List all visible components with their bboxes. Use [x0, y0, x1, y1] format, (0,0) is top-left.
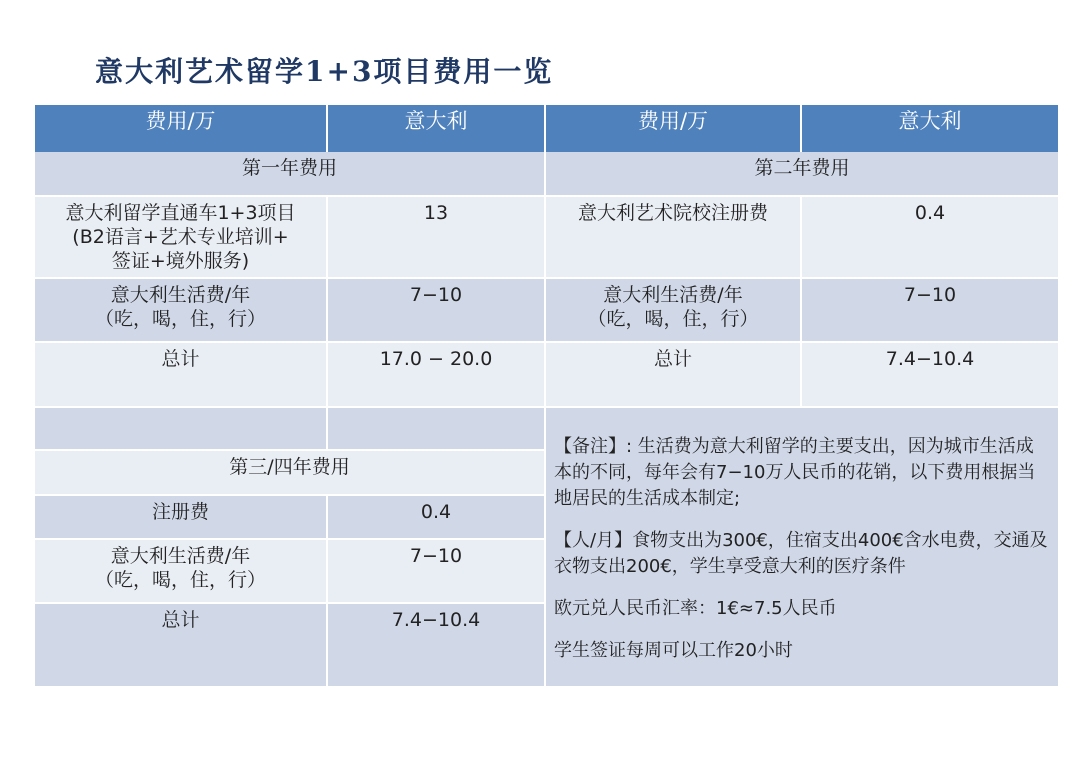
year2-value-total: 7.4−10.4: [802, 343, 1058, 408]
header-italy-left: 意大利: [328, 105, 546, 152]
spacer-cell-right: [328, 408, 546, 451]
year1-value-total: 17.0 − 20.0: [328, 343, 546, 408]
header-fee-right: 费用/万: [546, 105, 802, 152]
header-italy-right: 意大利: [802, 105, 1058, 152]
year1-value-living: 7−10: [328, 279, 546, 343]
year2-item-living: 意大利生活费/年 （吃，喝，住，行）: [546, 279, 802, 343]
year1-heading: 第一年费用: [35, 152, 546, 197]
year1-item-living: 意大利生活费/年 （吃，喝，住，行）: [35, 279, 328, 343]
year34-item-total: 总计: [35, 604, 328, 686]
spacer-cell-left: [35, 408, 328, 451]
notes-exchange-rate: 欧元兑人民币汇率：1€≈7.5人民币: [554, 598, 837, 619]
notes-panel: [546, 408, 1058, 686]
notes-monthly: 【人/月】食物支出为300€，住宿支出400€含水电费，交通及衣物支出200€，学生享受意大利的医疗条件: [554, 530, 1048, 577]
year34-value-total: 7.4−10.4: [328, 604, 546, 686]
year2-value-registration: 0.4: [802, 197, 1058, 279]
page-title: 意大利艺术留学1+3项目费用一览: [95, 55, 554, 88]
year2-item-registration: 意大利艺术院校注册费: [546, 197, 802, 279]
header-fee-left: 费用/万: [35, 105, 328, 152]
year2-value-living: 7−10: [802, 279, 1058, 343]
year1-value-program: 13: [328, 197, 546, 279]
year34-value-living: 7−10: [328, 540, 546, 604]
year1-item-total: 总计: [35, 343, 328, 408]
notes-work-hours: 学生签证每周可以工作20小时: [554, 640, 793, 661]
year34-value-registration: 0.4: [328, 496, 546, 540]
year2-item-total: 总计: [546, 343, 802, 408]
year34-item-registration: 注册费: [35, 496, 328, 540]
year34-item-living: 意大利生活费/年 （吃，喝，住，行）: [35, 540, 328, 604]
year1-item-program: 意大利留学直通车1+3项目 (B2语言+艺术专业培训+ 签证+境外服务): [35, 197, 328, 279]
notes-remark: 【备注】: 生活费为意大利留学的主要支出，因为城市生活成本的不同，每年会有7−10万人民币的花销，以下费用根据当地居民的生活成本制定;: [554, 436, 1036, 509]
year2-heading: 第二年费用: [546, 152, 1058, 197]
year34-heading: 第三/四年费用: [35, 451, 546, 496]
